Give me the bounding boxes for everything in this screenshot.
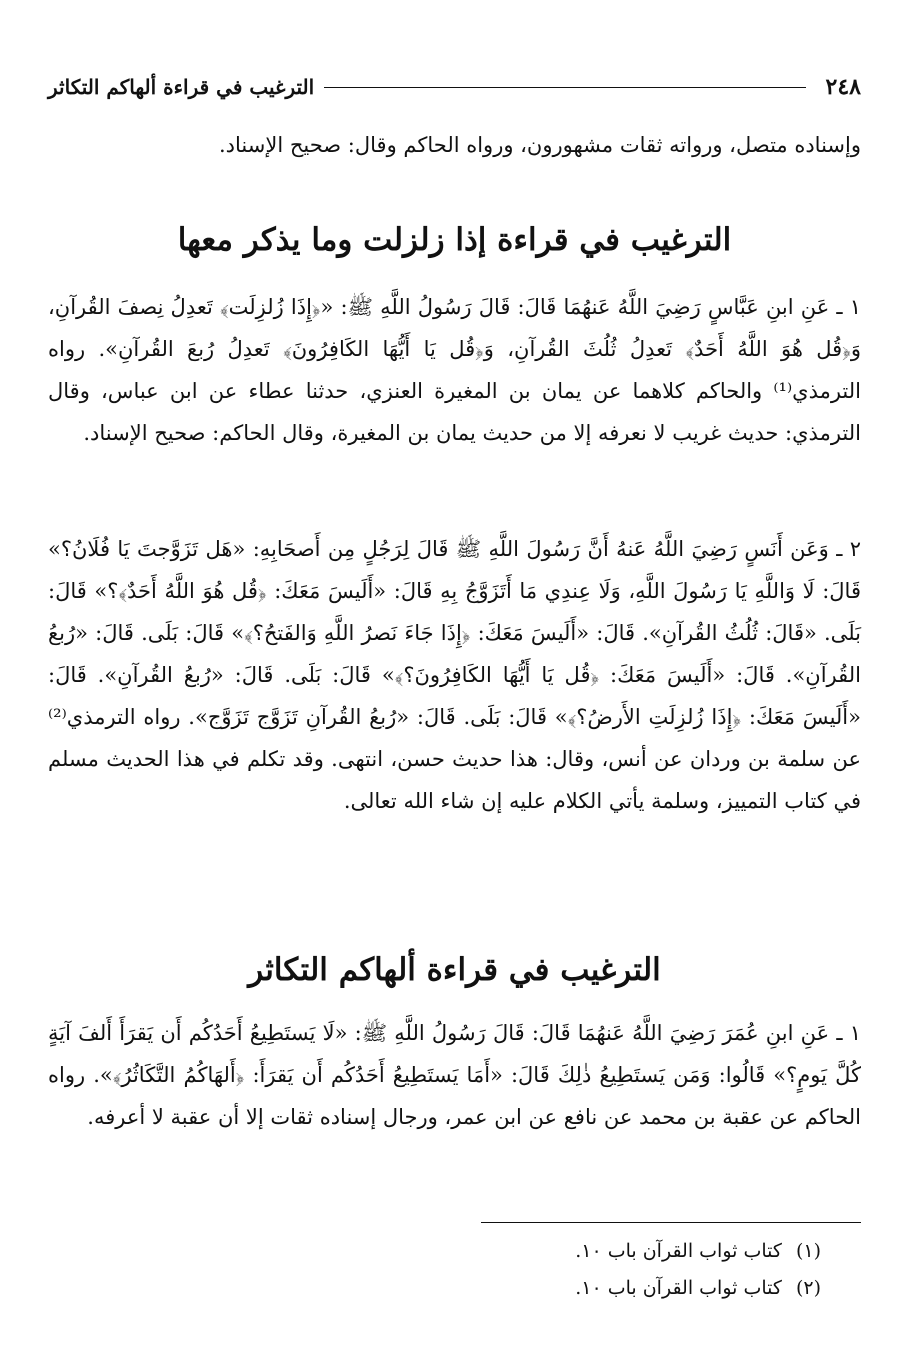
footnote-number: (١) [795,1240,821,1262]
section-heading-takathur: الترغيب في قراءة ألهاكم التكاثر [248,952,661,988]
hadith-anas: ٢ ـ وَعَن أَنَسٍ رَضِيَ اللَّهُ عَنهُ أَنَّ رَسُولَ اللَّهِ ﷺ قَالَ لِرَجُلٍ مِن أَصحَابِهِ: «هَل تَزَوَّجتَ يَا فُلَانُ؟» قَالَ: لَا وَاللَّهِ يَا رَسُولَ اللَّهِ، وَلَا عِندِي مَا أَتَزَوَّجُ بِهِ قَالَ: «أَلَيسَ مَعَكَ: ﴿قُل هُوَ اللَّهُ أَحَدٌ﴾؟» قَالَ: بَلَى. «قَالَ: ثُلُثُ القُرآنِ». قَالَ: «أَلَيسَ مَعَكَ: ﴿إِذَا جَاءَ نَصرُ اللَّهِ وَالفَتحُ؟﴾» قَالَ: بَلَى. قَالَ: «رُبعُ القُرآنِ». قَالَ: «أَلَيسَ مَعَكَ: ﴿قُل يَا أَيُّهَا الكَافِرُونَ؟﴾» قَالَ: بَلَى. قَالَ: «رُبعُ القُرآنِ». قَالَ: «أَلَيسَ مَعَكَ: ﴿إِذَا زُلزِلَتِ الأَرضُ؟﴾» قَالَ: بَلَى. قَالَ: «رُبعُ القُرآنِ تَزَوَّج تَزَوَّج». رواه الترمذي⁽²⁾ عن سلمة بن وردان عن أنس، وقال: هذا حديث حسن، انتهى. وقد تكلم في هذا الحديث مسلم في كتاب التمييز، وسلمة يأتي الكلام عليه إن شاء الله تعالى. [48,537,861,813]
hadith-ibn-abbas: ١ ـ عَنِ ابنِ عَبَّاسٍ رَضِيَ اللَّهُ عَنهُمَا قَالَ: قَالَ رَسُولُ اللَّهِ ﷺ: «﴿إِذَا زُلزِلَت﴾ تَعدِلُ نِصفَ القُرآنِ، وَ﴿قُل هُوَ اللَّهُ أَحَدٌ﴾ تَعدِلُ ثُلُثَ القُرآنِ، وَ﴿قُل يَا أَيُّهَا الكَافِرُونَ﴾ تَعدِلُ رُبعَ القُرآنِ». رواه الترمذي⁽¹⁾ والحاكم كلاهما عن يمان بن المغيرة العنزي، حدثنا عطاء عن ابن عباس، وقال الترمذي: حديث غريب لا نعرفه إلا من حديث يمان بن المغيرة، وقال الحاكم: صحيح الإسناد. [48,295,861,445]
page-number: ٢٤٨ [825,74,861,100]
header-rule [324,87,805,88]
footnote-1 [575,1240,821,1262]
hadith-ibn-umar: ١ ـ عَنِ ابنِ عُمَرَ رَضِيَ اللَّهُ عَنهُمَا قَالَ: قَالَ رَسُولُ اللَّهِ ﷺ: «لَا يَستَطِيعُ أَحَدُكُم أَن يَقرَأَ أَلفَ آيَةٍ كُلَّ يَومٍ؟» قَالُوا: وَمَن يَستَطِيعُ ذٰلِكَ قَالَ: «أَمَا يَستَطِيعُ أَحَدُكُم أَن يَقرَأَ: ﴿أَلهَاكُمُ التَّكَاثُرُ﴾». رواه الحاكم عن عقبة بن محمد عن نافع عن ابن عمر، ورجال إسناده ثقات إلا أن عقبة لا أعرفه. [48,1021,861,1129]
footnote-rule [481,1222,861,1223]
footnote-number: (٢) [795,1277,821,1299]
footnote-text: كتاب ثواب القرآن باب ١٠. [575,1240,782,1262]
footnote-2 [575,1277,821,1299]
footnote-text: كتاب ثواب القرآن باب ١٠. [575,1277,782,1299]
section-heading-zalzalat: الترغيب في قراءة إذا زلزلت وما يذكر معها [177,222,732,258]
running-title: الترغيب في قراءة ألهاكم التكاثر [48,75,315,99]
page-header [48,70,861,104]
intro-paragraph: وإسناده متصل، ورواته ثقات مشهورون، ورواه الحاكم وقال: صحيح الإسناد. [219,133,861,157]
